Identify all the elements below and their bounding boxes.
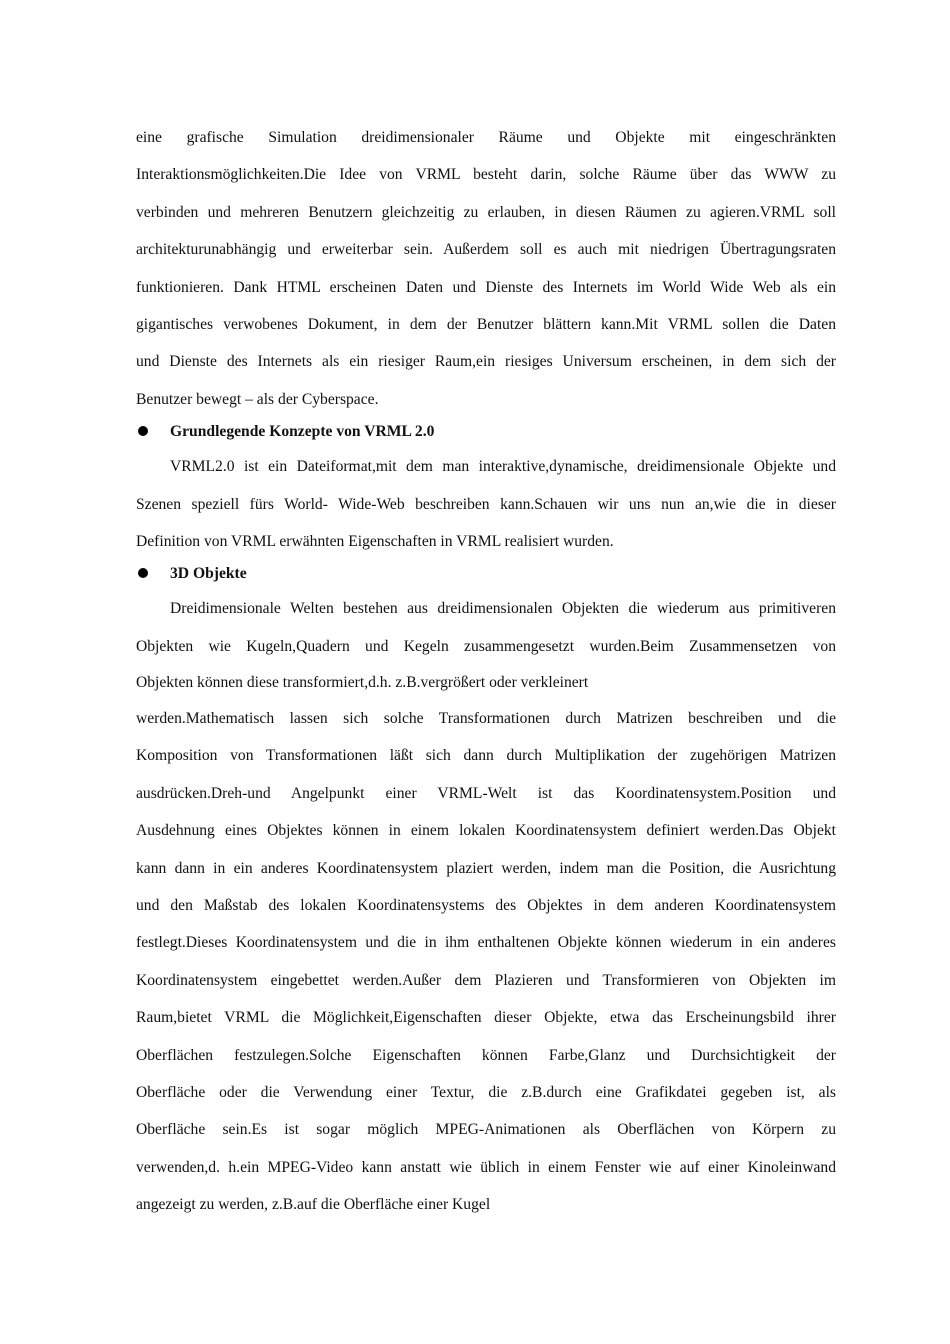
text-line: und den Maßstab des lokalen Koordinatensystems des Objektes in dem anderen Koordinatensystem — [136, 897, 836, 915]
text-line: Ausdehnung eines Objektes können in einem lokalen Koordinatensystem definiert werden.Das Objekt — [136, 822, 836, 840]
text-line: ausdrücken.Dreh-und Angelpunkt einer VRML-Welt ist das Koordinatensystem.Position und — [136, 784, 836, 802]
text-line: Objekten können diese transformiert,d.h. z.B.vergrößert oder verkleinert — [136, 674, 589, 692]
text-line: Szenen speziell fürs World- Wide-Web beschreiben kann.Schauen wir uns nun an,wie die in dieser — [136, 495, 836, 513]
text-line: Komposition von Transformationen läßt sich dann durch Multiplikation der zugehörigen Matrizen — [136, 747, 836, 765]
objects-paragraph — [136, 590, 836, 1223]
text-line: Objekten wie Kugeln,Quadern und Kegeln zusammengesetzt wurden.Beim Zusammensetzen von — [136, 637, 836, 655]
text-line: verwenden,d. h.ein MPEG-Video kann anstatt wie üblich in einem Fenster wie auf einer Kinoleinwand — [136, 1158, 836, 1176]
section-title: Grundlegende Konzepte von VRML 2.0 — [170, 423, 435, 441]
text-line: festlegt.Dieses Koordinatensystem und die in ihm enthaltenen Objekte können wiederum in ein anderes — [136, 934, 836, 952]
text-line: Definition von VRML erwähnten Eigenschaften in VRML realisiert wurden. — [136, 532, 614, 550]
bullet-icon — [138, 426, 148, 436]
text-line: gigantisches verwobenes Dokument, in dem der Benutzer blättern kann.Mit VRML sollen die Daten — [136, 315, 836, 333]
concepts-paragraph — [136, 448, 836, 560]
text-line: Oberfläche oder die Verwendung einer Textur, die z.B.durch eine Grafikdatei gegeben ist, als — [136, 1083, 836, 1101]
text-line: funktionieren. Dank HTML erscheinen Daten und Dienste des Internets im World Wide Web als ein — [136, 278, 836, 296]
text-line: Benutzer bewegt – als der Cyberspace. — [136, 390, 379, 408]
section-title: 3D Objekte — [170, 565, 247, 583]
section-heading-3d-objects — [136, 558, 836, 590]
text-line: werden.Mathematisch lassen sich solche Transformationen durch Matrizen beschreiben und die — [136, 710, 836, 728]
text-line: und Dienste des Internets als ein riesiger Raum,ein riesiges Universum erscheinen, in dem sich der — [136, 353, 836, 371]
document-page — [136, 119, 836, 1224]
text-line: VRML2.0 ist ein Dateiformat,mit dem man interaktive,dynamische, dreidimensionale Objekte und — [170, 458, 836, 476]
section-heading-concepts — [136, 416, 836, 448]
text-line: Oberflächen festzulegen.Solche Eigenschaften können Farbe,Glanz und Durchsichtigkeit der — [136, 1046, 836, 1064]
text-line: Dreidimensionale Welten bestehen aus dreidimensionalen Objekten die wiederum aus primitiveren — [170, 600, 836, 618]
text-line: kann dann in ein anderes Koordinatensystem plaziert werden, indem man die Position, die Ausrichtung — [136, 859, 836, 877]
text-line: eine grafische Simulation dreidimensionaler Räume und Objekte mit eingeschränkten — [136, 129, 836, 146]
bullet-icon — [138, 568, 148, 578]
text-line: Koordinatensystem eingebettet werden.Außer dem Plazieren und Transformieren von Objekten im — [136, 971, 836, 989]
text-line: Raum,bietet VRML die Möglichkeit,Eigenschaften dieser Objekte, etwa das Erscheinungsbild ihrer — [136, 1009, 836, 1027]
text-line: verbinden und mehreren Benutzern gleichzeitig zu erlauben, in diesen Räumen zu agieren.VRML soll — [136, 203, 836, 221]
intro-paragraph — [136, 119, 836, 418]
text-line: architekturunabhängig und erweiterbar sein. Außerdem soll es auch mit niedrigen Übertragungsraten — [136, 241, 836, 259]
text-line: angezeigt zu werden, z.B.auf die Oberfläche einer Kugel — [136, 1196, 491, 1214]
text-line: Interaktionsmöglichkeiten.Die Idee von VRML besteht darin, solche Räume über das WWW zu — [136, 166, 836, 184]
text-line: Oberfläche sein.Es ist sogar möglich MPEG-Animationen als Oberflächen von Körpern zu — [136, 1121, 836, 1139]
